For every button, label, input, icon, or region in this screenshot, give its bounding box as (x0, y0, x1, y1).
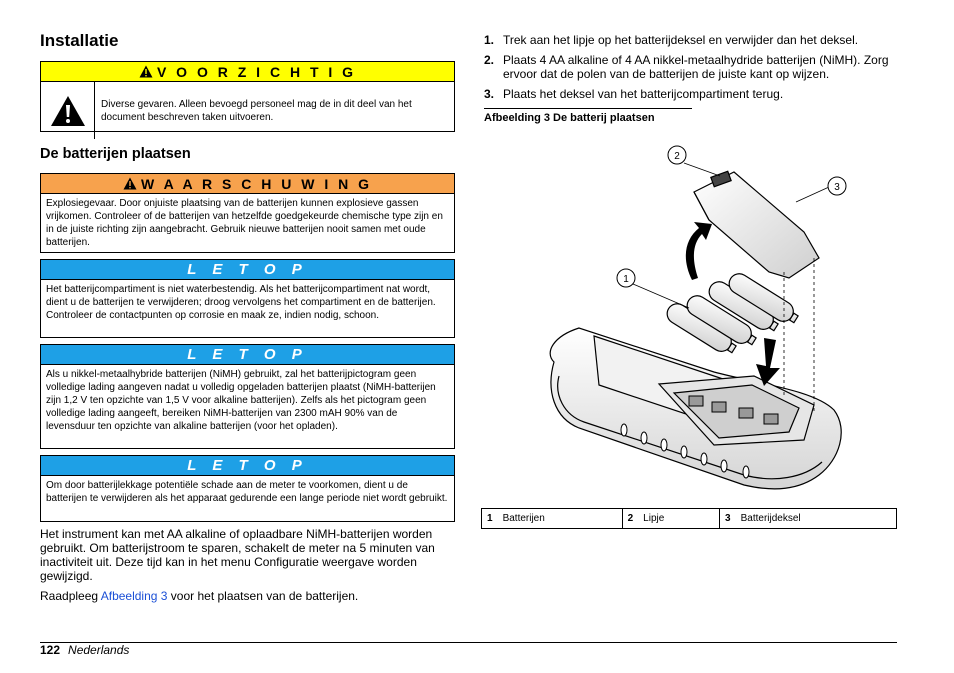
figure-caption: Afbeelding 3 De batterij plaatsen (484, 108, 692, 124)
warning-label: W A A R S C H U W I N G (140, 175, 373, 192)
steps-list (484, 33, 904, 107)
warning-triangle-icon (50, 95, 86, 127)
footer-language: Nederlands (68, 643, 130, 657)
warning-text: Explosiegevaar. Door onjuiste plaatsing van de batterijen kunnen explosieve gassen vrijkomen. Controleer of de batterijen van hetzelfde goedgekeurde chemische type zijn en in de juiste richting zijn aangebracht. Gebruik nieuwe batterijen nooit samen met oude batterijen. (46, 198, 443, 248)
page-footer (40, 643, 129, 657)
battery-cover (694, 171, 819, 278)
page-title: Installatie (40, 31, 119, 50)
notice-box (40, 259, 455, 338)
notice-label: L E T O P (41, 456, 454, 476)
figure-legend-table (481, 508, 897, 529)
warning-box (40, 173, 455, 253)
warning-triangle-icon (123, 177, 137, 190)
svg-text:2: 2 (674, 151, 680, 162)
legend-cell: 2 Lipje (622, 509, 719, 529)
footer-divider (40, 642, 897, 643)
table-row (482, 509, 897, 529)
legend-cell: 1 Batterijen (482, 509, 623, 529)
batteries (663, 270, 801, 358)
meter-body (550, 328, 841, 489)
caution-label: V O O R Z I C H T I G (156, 63, 357, 80)
step-item: 3. Plaats het deksel van het batterijcompartiment terug. (484, 87, 784, 101)
notice-box (40, 455, 455, 522)
step-item: 1. Trek aan het lipje op het batterijdeksel en verwijder dan het deksel. (484, 33, 859, 47)
step-item: 2. Plaats 4 AA alkaline of 4 AA nikkel-metaalhydride batterijen (NiMH). Zorg ervoor dat de polen van de batterijen de juiste kant op wijzen. (484, 53, 889, 81)
figure-reference: Raadpleeg Afbeelding 3 voor het plaatsen van de batterijen. (40, 589, 359, 603)
callout-3 (828, 177, 846, 195)
lift-arrow-icon (686, 222, 712, 280)
notice-text: Het batterijcompartiment is niet waterbestendig. Als het batterijcompartiment nat wordt, dient u de batterijen te verwijderen; droog vervolgens het compartiment en de batterijen. Controleer de contactpunten op corrosie en maak ze, indien nodig, schoon. (46, 284, 436, 321)
legend-cell: 3 Batterijdeksel (720, 509, 897, 529)
page-number: 122 (40, 643, 61, 657)
notice-label: L E T O P (41, 345, 454, 365)
callout-1 (617, 269, 635, 287)
callout-2 (668, 146, 686, 164)
caution-box (40, 61, 455, 132)
body-paragraph: Het instrument kan met AA alkaline of oplaadbare NiMH-batterijen worden gebruikt. Om batterijstroom te sparen, schakelt de meter na 5 minuten van inactiviteit uit. Deze tijd kan in het menu Configuratie weergave worden gewijzigd. (40, 527, 435, 583)
svg-text:3: 3 (834, 182, 840, 193)
battery-installation-illustration (484, 140, 900, 500)
warning-triangle-icon (139, 65, 153, 78)
figure-link[interactable]: Afbeelding 3 (100, 589, 168, 603)
notice-box (40, 344, 455, 449)
notice-text: Als u nikkel-metaalhybride batterijen (NiMH) gebruikt, zal het batterijpictogram geen volledige lading aangeven nadat u volledig opgeladen batterijen plaatst (NiMH-batterijen zijn 1,2 V ten opzichte van 1,5 V voor alkaline batterijen). Zelfs als het pictogram geen volledige lading aangeeft, bereiken NiMH-batterijen van 2300 mAH 90% van de levensduur ten opzichte van alkaline batterijen (voor het opladen). (46, 369, 436, 432)
subsection-title: De batterijen plaatsen (40, 146, 191, 162)
notice-label: L E T O P (41, 260, 454, 280)
caution-text: Diverse gevaren. Alleen bevoegd personeel mag de in dit deel van het document beschreven taken uitvoeren. (101, 98, 412, 123)
notice-text: Om door batterijlekkage potentiële schade aan de meter te voorkomen, dient u de batterijen te verwijderen als het apparaat gedurende een lange periode niet wordt gebruikt. (46, 480, 448, 504)
svg-text:1: 1 (623, 274, 629, 285)
